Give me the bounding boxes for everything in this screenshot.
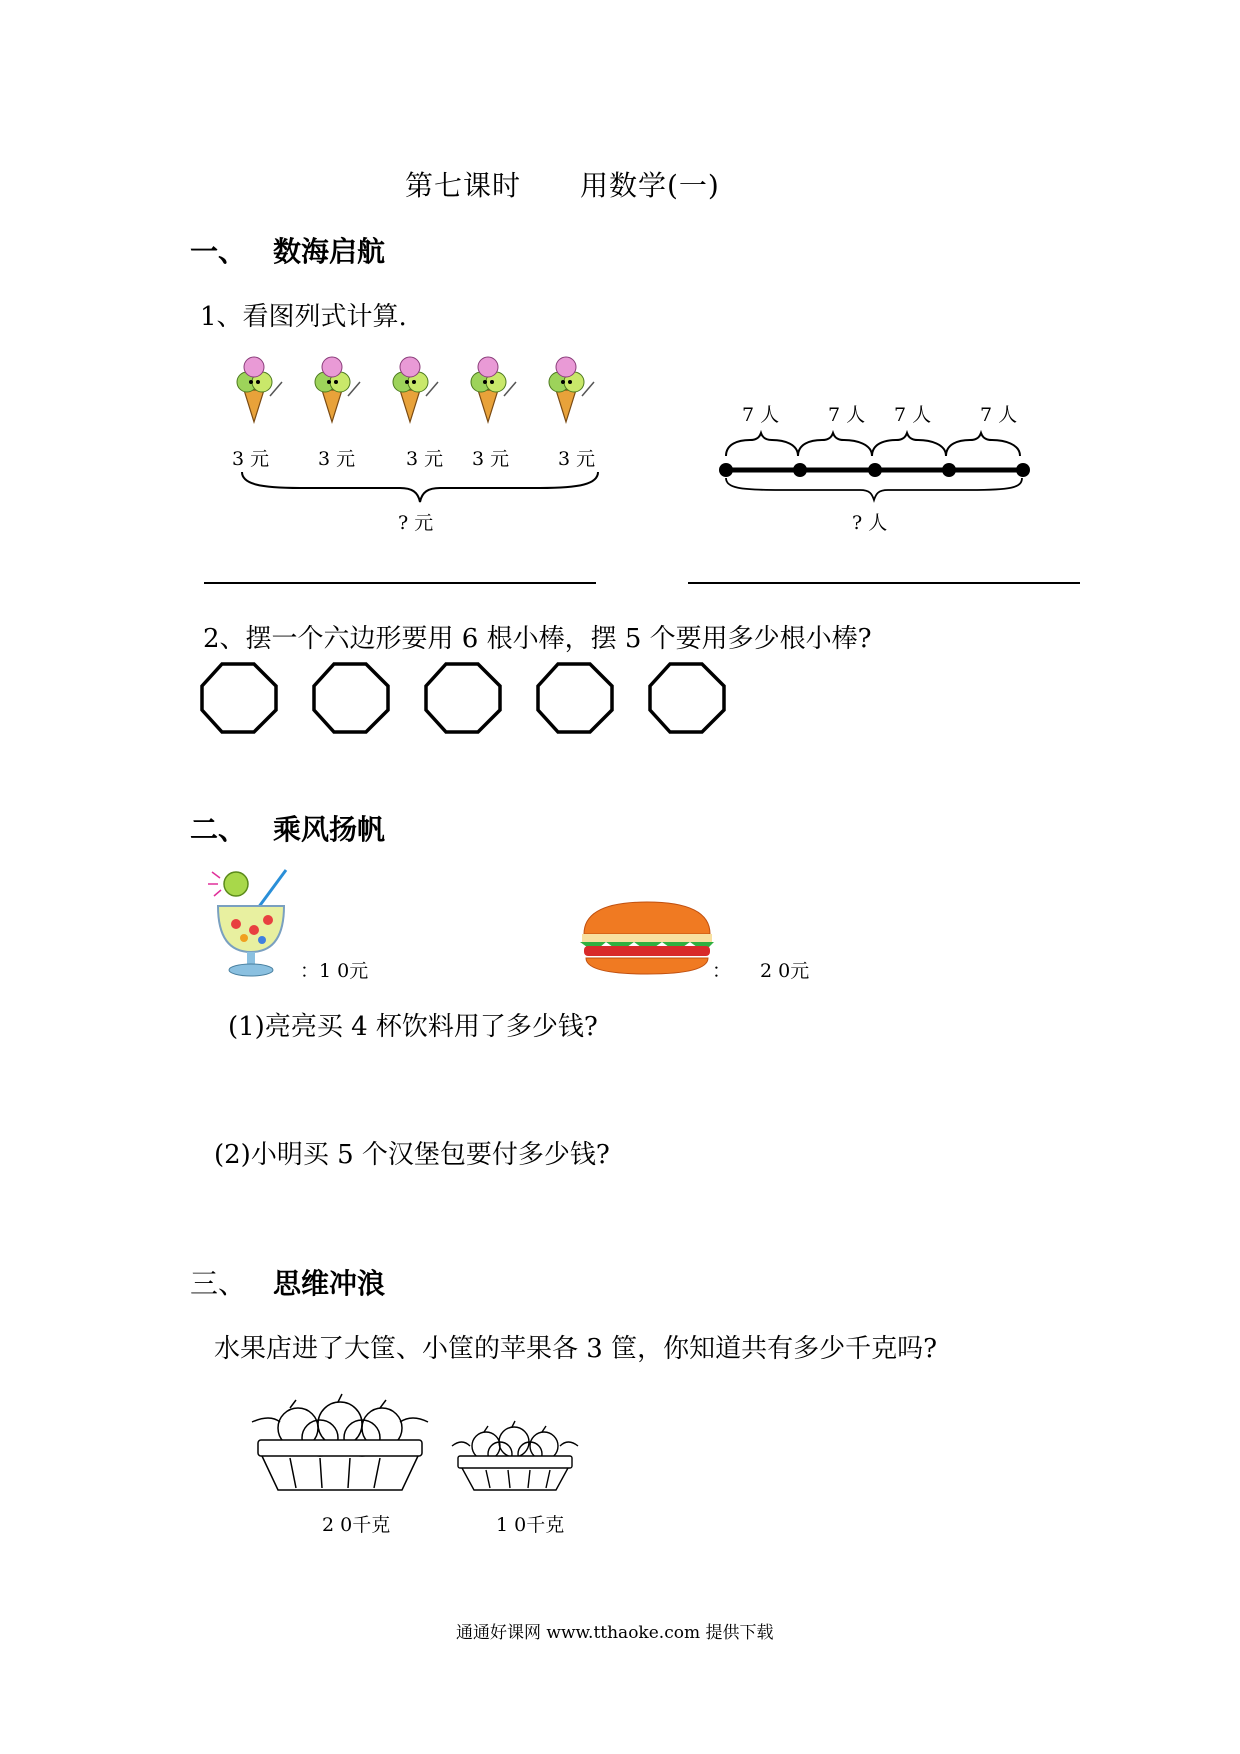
ice-cream-icon (315, 357, 360, 422)
section-1-title: 数海启航 (273, 235, 386, 268)
question-2-text: 2、摆一个六边形要用 6 根小棒，摆 5 个要用多少根小棒? (203, 624, 872, 654)
section-1-number: 一、 (190, 235, 247, 268)
drink-icon (206, 868, 296, 978)
segment-diagram (720, 432, 1040, 502)
octagon-icon (650, 664, 724, 732)
drink-price: ：1 0元 (300, 960, 369, 982)
small-basket-icon (450, 1420, 580, 1492)
segment-label: 7 人 (828, 404, 866, 426)
ice-cream-price: 3 元 (318, 448, 356, 470)
page-title-lesson: 第七课时 (405, 169, 522, 202)
segment-point (942, 463, 956, 477)
hamburger-icon (580, 900, 714, 976)
octagon-icon (314, 664, 388, 732)
brace-total-icecream (240, 470, 600, 510)
big-basket-weight: 2 0千克 (322, 1514, 391, 1536)
top-brace (726, 433, 798, 456)
top-brace (872, 433, 946, 456)
section-2-question-2: (2)小明买 5 个汉堡包要付多少钱? (214, 1140, 610, 1170)
section-3-question: 水果店进了大筐、小筐的苹果各 3 筐，你知道共有多少千克吗? (214, 1334, 938, 1364)
ice-cream-price: 3 元 (472, 448, 510, 470)
ice-cream-price: 3 元 (406, 448, 444, 470)
ice-cream-total-label: ? 元 (398, 512, 434, 534)
bottom-brace (726, 478, 1022, 500)
segment-label: 7 人 (742, 404, 780, 426)
burger-price-colon: ： (712, 960, 732, 982)
small-basket-weight: 1 0千克 (496, 1514, 565, 1536)
octagon-icon (426, 664, 500, 732)
top-brace (798, 433, 872, 456)
segment-point (1016, 463, 1030, 477)
ice-cream-price: 3 元 (232, 448, 270, 470)
segment-total-label: ? 人 (852, 512, 888, 534)
octagon-row (200, 660, 740, 736)
page-title-topic: 用数学(一) (580, 169, 720, 202)
section-2-number: 二、 (190, 813, 247, 846)
burger-price: 2 0元 (760, 960, 810, 982)
segment-point (793, 463, 807, 477)
answer-line (688, 582, 1080, 584)
question-1-text: 1、看图列式计算. (200, 302, 407, 332)
ice-cream-icon (393, 357, 438, 422)
section-2-question-1: (1)亮亮买 4 杯饮料用了多少钱? (228, 1012, 598, 1042)
top-brace (946, 433, 1020, 456)
ice-cream-row (230, 352, 610, 424)
segment-point (719, 463, 733, 477)
answer-line (204, 582, 596, 584)
segment-point (868, 463, 882, 477)
octagon-icon (202, 664, 276, 732)
octagon-icon (538, 664, 612, 732)
segment-label: 7 人 (894, 404, 932, 426)
ice-cream-icon (471, 357, 516, 422)
section-3-number: 三、 (190, 1267, 247, 1300)
section-3-title: 思维冲浪 (273, 1267, 386, 1300)
segment-label: 7 人 (980, 404, 1018, 426)
section-2-title: 乘风扬帆 (273, 813, 386, 846)
big-basket-icon (250, 1392, 430, 1492)
footer-credit: 通通好课网 www.tthaoke.com 提供下载 (456, 1623, 774, 1643)
ice-cream-icon (237, 357, 282, 422)
ice-cream-price: 3 元 (558, 448, 596, 470)
ice-cream-icon (549, 357, 594, 422)
